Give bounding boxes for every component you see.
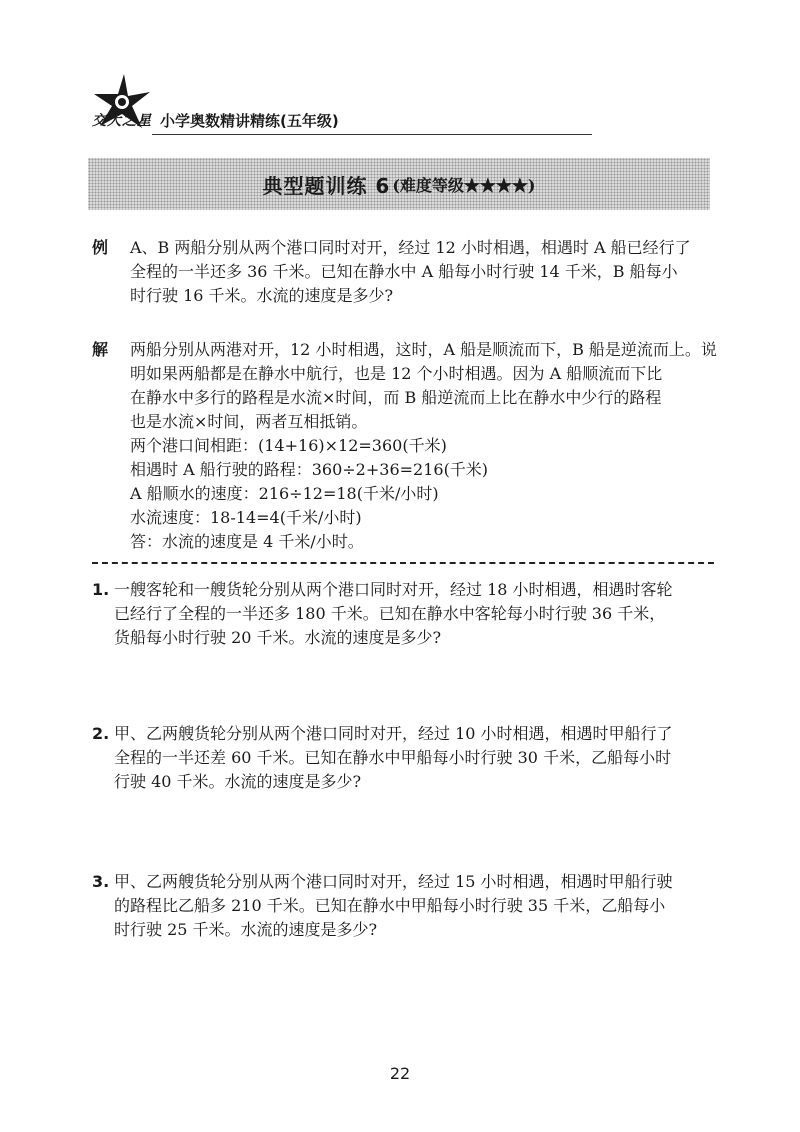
question-line: 一艘客轮和一艘货轮分别从两个港口同时对开，经过 18 小时相遇，相遇时客轮 [114, 580, 673, 599]
question-number: 3. [92, 872, 110, 891]
solution-line: 相遇时 A 船行驶的路程：360÷2+36=216(千米) [130, 460, 489, 479]
question-line: 甲、乙两艘货轮分别从两个港口同时对开，经过 10 小时相遇，相遇时甲船行了 [114, 724, 673, 743]
example-line: 时行驶 16 千米。水流的速度是多少? [130, 286, 394, 305]
example-line: A、B 两船分别从两个港口同时对开，经过 12 小时相遇，相遇时 A 船已经行了 [130, 238, 691, 257]
question-line: 已经行了全程的一半还多 180 千米。已知在静水中客轮每小时行驶 36 千米， [114, 604, 666, 623]
solution-line: 水流速度：18-14=4(千米/小时) [130, 508, 362, 527]
header-rule [152, 134, 592, 135]
question-line: 时行驶 25 千米。水流的速度是多少? [114, 920, 378, 939]
solution-text [130, 338, 717, 554]
question-line: 的路程比乙船多 210 千米。已知在静水中甲船每小时行驶 35 千米，乙船每小 [114, 896, 666, 915]
solution-line: A 船顺水的速度：216÷12=18(千米/小时) [130, 484, 439, 503]
solution-line: 在静水中多行的路程是水流×时间，而 B 船逆流而上比在静水中少行的路程 [130, 388, 662, 407]
page-header [90, 72, 710, 142]
solution-line: 也是水流×时间，两者互相抵销。 [130, 412, 368, 431]
question-line: 全程的一半还差 60 千米。已知在静水中甲船每小时行驶 30 千米，乙船每小时 [114, 748, 672, 767]
solution-line: 明如果两船都是在静水中航行，也是 12 个小时相遇。因为 A 船顺流而下比 [130, 364, 663, 383]
book-title: 小学奥数精讲精练(五年级) [160, 112, 339, 130]
brand-logo-text: 交大之星 [92, 113, 152, 129]
page-number: 22 [389, 1064, 411, 1083]
section-banner [88, 158, 710, 210]
solution-line: 答：水流的速度是 4 千米/小时。 [130, 532, 364, 551]
solution-line: 两船分别从两港对开，12 小时相遇，这时，A 船是顺流而下，B 船是逆流而上。说 [130, 340, 717, 359]
section-title: 典型题训练 6 [262, 173, 391, 198]
question-line: 行驶 40 千米。水流的速度是多少? [114, 772, 362, 791]
solution-mark: 解 [92, 340, 109, 359]
dashed-divider [92, 562, 714, 564]
example-text [130, 236, 708, 308]
question-text [114, 722, 714, 794]
solution-line: 两个港口间相距：(14+16)×12=360(千米) [130, 436, 447, 455]
example-line: 全程的一半还多 36 千米。已知在静水中 A 船每小时行驶 14 千米，B 船每小 [130, 262, 678, 281]
question-text [114, 578, 714, 650]
question-number: 1. [92, 580, 110, 599]
question-line: 甲、乙两艘货轮分别从两个港口同时对开，经过 15 小时相遇，相遇时甲船行驶 [114, 872, 673, 891]
difficulty-label: (难度等级★★★★) [392, 175, 536, 195]
example-mark: 例 [92, 238, 109, 257]
question-number: 2. [92, 724, 110, 743]
question-line: 货船每小时行驶 20 千米。水流的速度是多少? [114, 628, 442, 647]
question-text [114, 870, 714, 942]
